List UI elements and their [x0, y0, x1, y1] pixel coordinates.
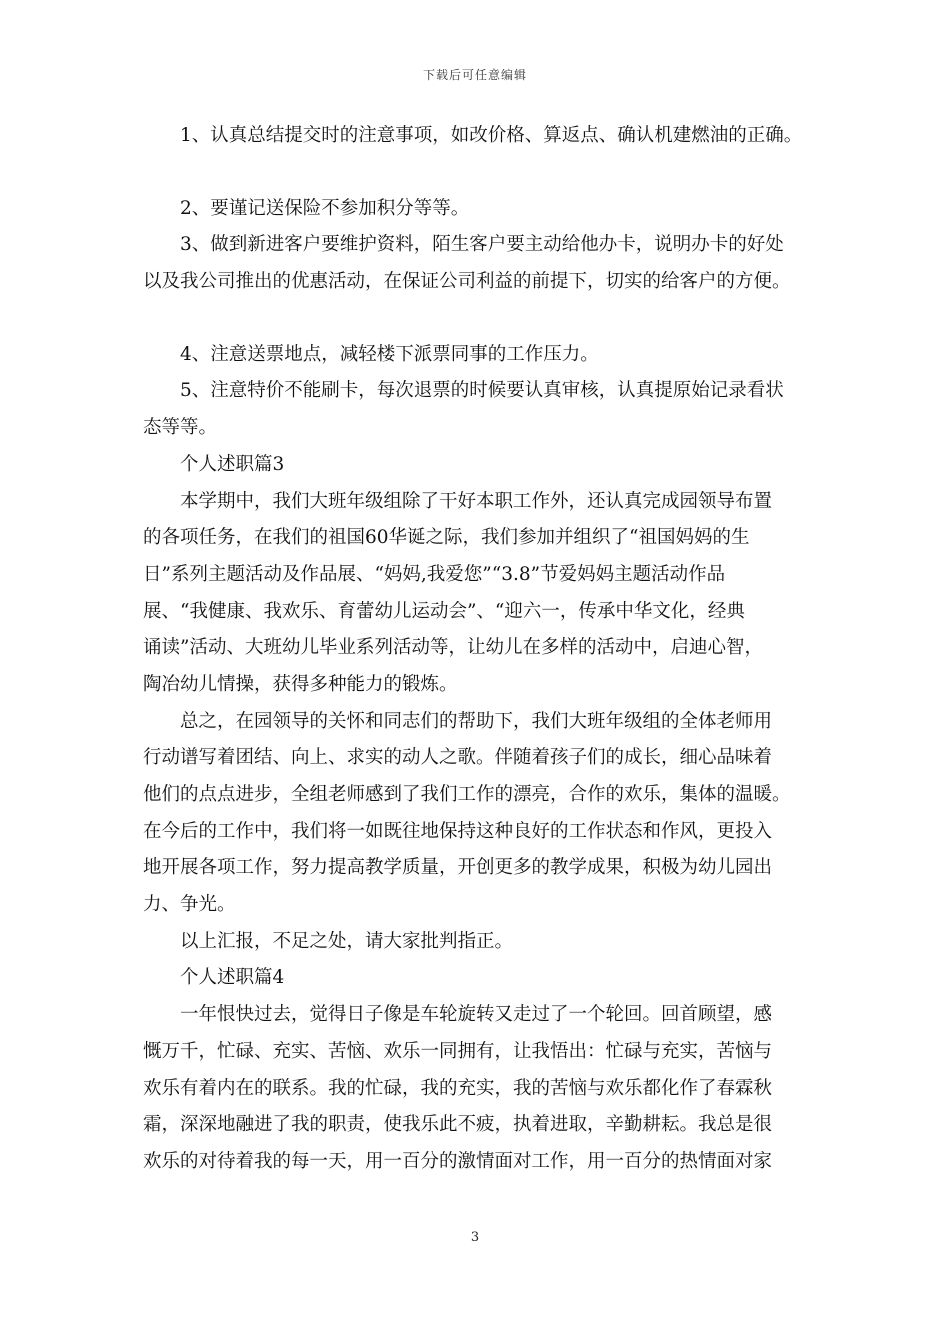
paragraph-gap [143, 155, 813, 191]
text-line: 欢乐有着内在的联系。我的忙碌，我的充实，我的苦恼与欢乐都化作了春霖秋 [143, 1077, 773, 1099]
text-line: 诵读”活动、大班幼儿毕业系列活动等，让幼儿在多样的活动中，启迪心智， [143, 637, 763, 659]
text-line: 本学期中，我们大班年级组除了干好本职工作外，还认真完成园领导布置 [180, 490, 773, 512]
section-heading: 个人述职篇3 [180, 453, 285, 475]
text-line: 4、注意送票地点，减轻楼下派票同事的工作压力。 [180, 343, 599, 365]
text-line: 的各项任务，在我们的祖国60华诞之际，我们参加并组织了“祖国妈妈的生 [143, 527, 750, 549]
text-line: 2、要谨记送保险不参加积分等等。 [180, 197, 470, 219]
document-body [143, 118, 813, 1181]
text-line: 1、认真总结提交时的注意事项，如改价格、算返点、确认机建燃油的正确。 [180, 125, 803, 146]
text-line: 以上汇报，不足之处，请大家批判指正。 [180, 930, 514, 952]
text-line: 他们的点点进步，全组老师感到了我们工作的漂亮，合作的欢乐，集体的温暖。 [143, 784, 791, 805]
text-line: 日”系列主题活动及作品展、“妈妈,我爱您”“3.8”节爱妈妈主题活动作品 [143, 563, 726, 585]
text-line: 陶冶幼儿情操，获得多种能力的锻炼。 [143, 673, 458, 695]
text-line: 以及我公司推出的优惠活动，在保证公司利益的前提下，切实的给客户的方便。 [143, 271, 791, 293]
text-line: 地开展各项工作，努力提高教学质量，开创更多的教学成果，积极为幼儿园出 [143, 857, 773, 879]
text-line: 5、注意特价不能刷卡，每次退票的时候要认真审核，认真提原始记录看状 [180, 380, 784, 402]
text-line: 霜，深深地融进了我的职责，使我乐此不疲，执着进取，辛勤耕耘。我总是很 [143, 1114, 773, 1136]
page-header: 下载后可任意编辑 [422, 68, 527, 82]
text-line: 一年恨快过去，觉得日子像是车轮旋转又走过了一个轮回。回首顾望，感 [180, 1004, 773, 1026]
text-line: 行动谱写着团结、向上、求实的动人之歌。伴随着孩子们的成长，细心品味着 [143, 747, 773, 769]
text-line: 态等等。 [143, 417, 218, 439]
text-line: 欢乐的对待着我的每一天，用一百分的激情面对工作，用一百分的热情面对家 [143, 1150, 773, 1172]
page-number: 3 [470, 1230, 480, 1245]
text-line: 总之，在园领导的关怀和同志们的帮助下，我们大班年级组的全体老师用 [180, 710, 773, 732]
paragraph-gap [143, 301, 813, 337]
text-line: 慨万千，忙碌、充实、苦恼、欢乐一同拥有，让我悟出：忙碌与充实，苦恼与 [143, 1040, 773, 1062]
section-heading: 个人述职篇4 [180, 967, 285, 989]
text-line: 力、争光。 [143, 894, 236, 916]
text-line: 在今后的工作中，我们将一如既往地保持这种良好的工作状态和作风，更投入 [143, 820, 773, 842]
text-line: 展、“我健康、我欢乐、育蕾幼儿运动会”、“迎六一，传承中华文化，经典 [143, 600, 745, 622]
text-line: 3、做到新进客户要维护资料，陌生客户要主动给他办卡，说明办卡的好处 [180, 234, 784, 256]
